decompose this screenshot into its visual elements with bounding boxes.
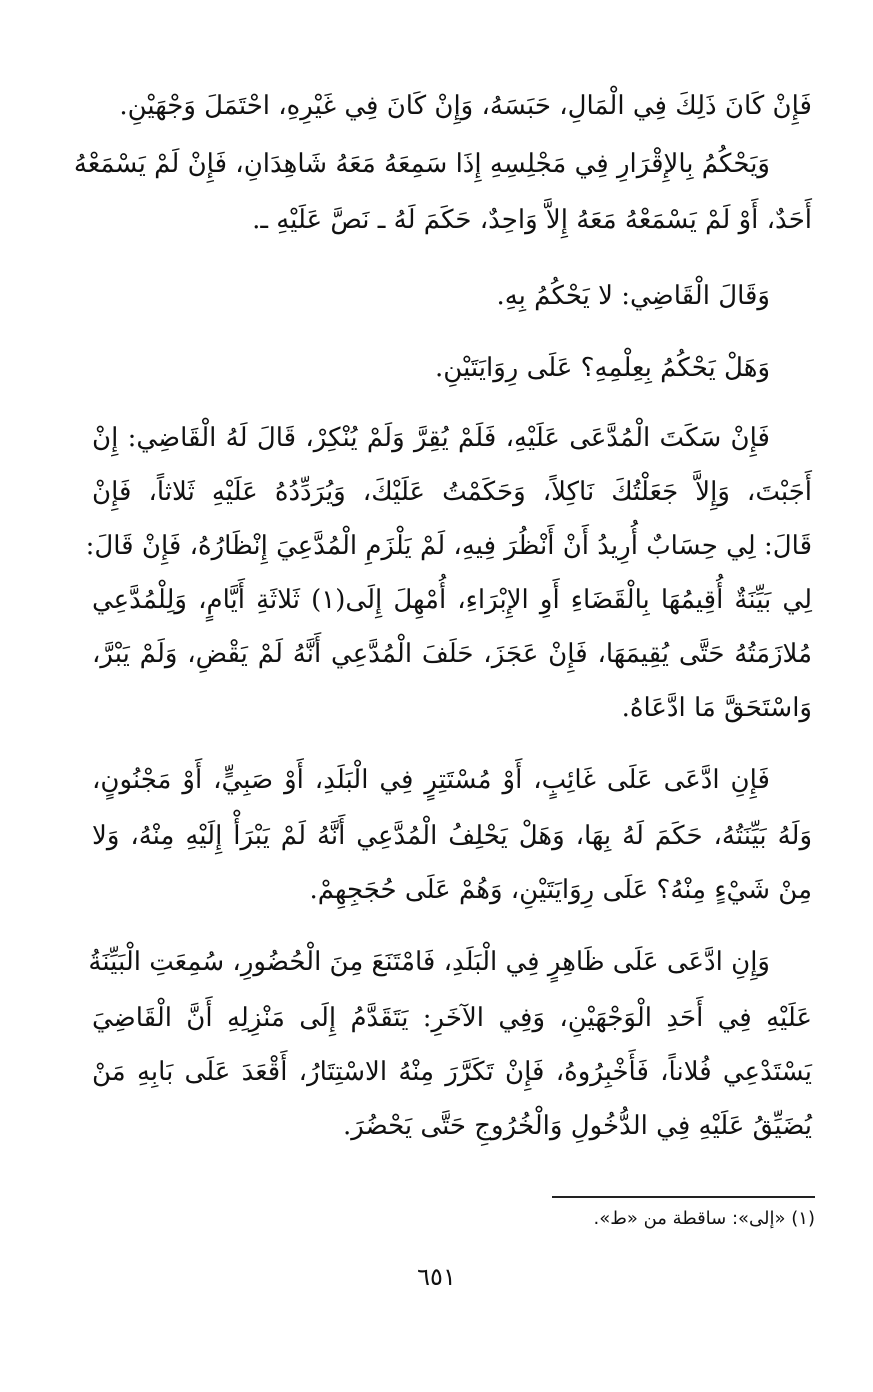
text-line: أَجَبْتَ، وَإِلاَّ جَعَلْتُكَ نَاكِلاً، وَحَكَمْتُ عَلَيْكَ، وَيُرَدِّدُهُ عَلَيْهِ ثَلاثاً، فَإِنْ — [92, 477, 812, 507]
text-line: عَلَيْهِ فِي أَحَدِ الْوَجْهَيْنِ، وَفِي الآخَرِ: يَتَقَدَّمُ إِلَى مَنْزِلِهِ أَنَّ الْقَاضِيَ — [92, 1003, 812, 1033]
text-line: وَإِنِ ادَّعَى عَلَى ظَاهِرٍ فِي الْبَلَدِ، فَامْتَنَعَ مِنَ الْحُضُورِ، سُمِعَتِ الْبَيِّنَةُ — [88, 947, 770, 977]
text-line: يُضَيِّقُ عَلَيْهِ فِي الدُّخُولِ وَالْخُرُوجِ حَتَّى يَحْضُرَ. — [342, 1111, 812, 1141]
footnote-divider — [552, 1196, 815, 1198]
text-line: فَإِنْ سَكَتَ الْمُدَّعَى عَلَيْهِ، فَلَمْ يُقِرَّ وَلَمْ يُنْكِرْ، قَالَ لَهُ الْقَاضِي: إِنْ — [92, 423, 770, 453]
text-line: مِنْ شَيْءٍ مِنْهُ؟ عَلَى رِوَايَتَيْنِ، وَهُمْ عَلَى حُجَجِهِمْ. — [309, 875, 812, 905]
page-number: ٦٥١ — [417, 1263, 456, 1291]
text-line: فَإِنْ كَانَ ذَلِكَ فِي الْمَالِ، حَبَسَهُ، وَإِنْ كَانَ فِي غَيْرِهِ، احْتَمَلَ وَجْهَيْنِ. — [119, 91, 812, 121]
text-line: وَلَهُ بَيِّنَتُهُ، حَكَمَ لَهُ بِهَا، وَهَلْ يَحْلِفُ الْمُدَّعِي أَنَّهُ لَمْ يَبْرَأْ إِلَيْهِ مِنْهُ، وَلا — [92, 821, 812, 851]
text-line: وَهَلْ يَحْكُمُ بِعِلْمِهِ؟ عَلَى رِوَايَتَيْنِ. — [435, 353, 770, 383]
text-line: وَيَحْكُمُ بِالإِقْرَارِ فِي مَجْلِسِهِ إِذَا سَمِعَهُ مَعَهُ شَاهِدَانِ، فَإِنْ لَمْ يَسْمَعْهُ — [73, 149, 770, 179]
text-line: فَإِنِ ادَّعَى عَلَى غَائِبٍ، أَوْ مُسْتَتِرٍ فِي الْبَلَدِ، أَوْ صَبِيٍّ، أَوْ مَجْنُونٍ، — [92, 765, 770, 795]
text-line: لِي بَيِّنَةٌ أُقِيمُهَا بِالْقَضَاءِ أَوِ الإِبْرَاءِ، أُمْهِلَ إِلَى(١) ثَلاثَةِ أَيَّامٍ، وَلِلْمُدَّعِي — [92, 585, 813, 615]
footnote: (١) «إلى»: ساقطة من «ط». — [593, 1208, 815, 1229]
text-line: يَسْتَدْعِي فُلاناً، فَأَخْبِرُوهُ، فَإِنْ تَكَرَّرَ مِنْهُ الاسْتِتَارُ، أَقْعَدَ عَلَى بَابِهِ مَنْ — [92, 1057, 812, 1087]
text-line: أَحَدٌ، أَوْ لَمْ يَسْمَعْهُ مَعَهُ إِلاَّ وَاحِدٌ، حَكَمَ لَهُ ـ نَصَّ عَلَيْهِ ـ. — [252, 205, 812, 235]
text-line: قَالَ: لِي حِسَابٌ أُرِيدُ أَنْ أَنْظُرَ فِيهِ، لَمْ يَلْزَمِ الْمُدَّعِيَ إِنْظَارُهُ، فَإِنْ قَالَ: — [85, 531, 812, 561]
text-line: وَقَالَ الْقَاضِي: لا يَحْكُمُ بِهِ. — [496, 281, 770, 311]
text-line: مُلازَمَتُهُ حَتَّى يُقِيمَهَا، فَإِنْ عَجَزَ، حَلَفَ الْمُدَّعِي أَنَّهُ لَمْ يَقْضِ، وَلَمْ يَبْرَّ، — [92, 639, 812, 669]
text-line: وَاسْتَحَقَّ مَا ادَّعَاهُ. — [621, 693, 812, 723]
